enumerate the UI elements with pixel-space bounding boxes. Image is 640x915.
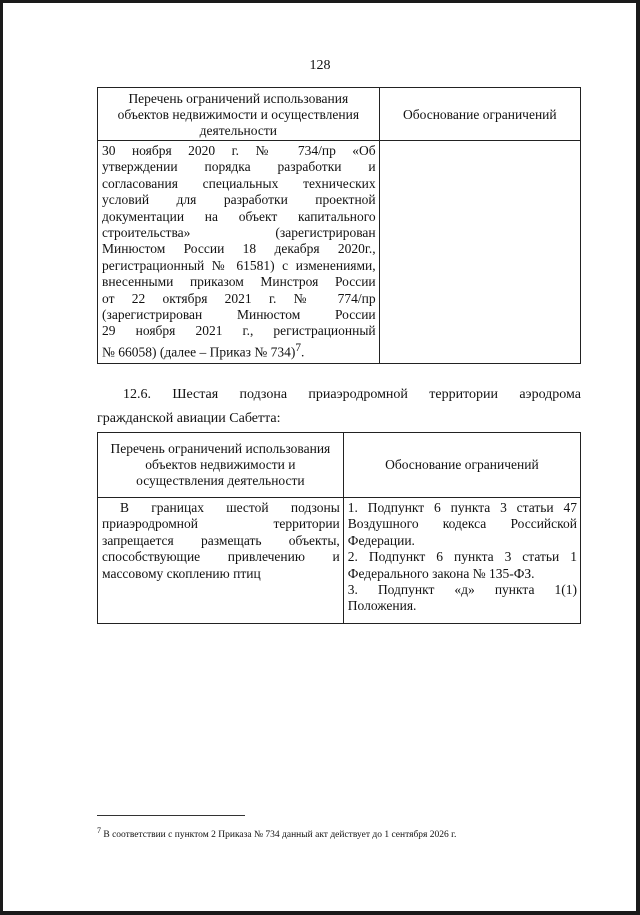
scan-border-left: [0, 0, 3, 915]
header-restrictions-list: Перечень ограничений использования объектов недвижимости и осуществления деятельности: [98, 433, 344, 498]
legal-basis-line: Положения.: [347, 598, 417, 614]
text-line: 30 ноября 2020 г. № 734/пр «Об: [102, 143, 376, 158]
text-line: согласования специальных технических: [102, 175, 376, 191]
legal-basis-line: 3. Подпункт «д» пункта 1(1): [347, 582, 577, 598]
legal-basis-line: 2. Подпункт 6 пункта 3 статьи 1: [347, 549, 577, 565]
text-line: В границах шестой подзоны: [120, 500, 340, 515]
sixth-subzone-table: [97, 432, 581, 624]
text-line: массовому скоплению птиц: [102, 565, 261, 581]
restrictions-table-continued: [97, 87, 581, 364]
text-line-content: № 66058) (далее – Приказ № 734): [102, 344, 296, 360]
justification-cell: [379, 141, 580, 364]
footnote-text: В соответствии с пунктом 2 Приказа № 734 данный акт действует до 1 сентября 2026 г.: [101, 830, 457, 841]
header-justification: Обоснование ограничений: [343, 433, 580, 498]
header-justification: Обоснование ограничений: [379, 88, 580, 141]
scan-border-top: [0, 0, 640, 3]
text-line: от 22 октября 2021 г. № 774/пр: [102, 290, 376, 306]
footnote-number: 7: [97, 826, 101, 835]
scan-border-bottom: [0, 911, 640, 915]
text-line: внесенными приказом Минстроя России: [102, 274, 376, 290]
header-restrictions-list: Перечень ограничений использования объектов недвижимости и осуществления деятельности: [98, 88, 380, 141]
text-line: (зарегистрирован Минюстом России: [102, 307, 376, 323]
text-line: документации на объект капитального: [102, 208, 376, 224]
text-line: строительства» (зарегистрирован: [102, 225, 376, 241]
text-line: утверждении порядка разработки и: [102, 159, 376, 175]
legal-basis-line: Федерального закона № 135-ФЗ.: [347, 565, 535, 581]
text-line: 29 ноября 2021 г., регистрационный: [102, 323, 376, 339]
footnote-ref: 7: [295, 341, 301, 354]
table-header-row: [98, 88, 581, 141]
table-row: [98, 498, 581, 624]
legal-basis-line: Федерации.: [347, 532, 415, 548]
text-line: Минюстом России 18 декабря 2020г.,: [102, 241, 376, 257]
scan-border-right: [636, 0, 640, 915]
table-row: [98, 141, 581, 364]
text-line: приаэродромной территории: [102, 516, 340, 532]
section-12-6-heading: [97, 383, 581, 431]
restriction-cell: [98, 141, 380, 364]
section-line: гражданской авиации Сабетта:: [97, 411, 281, 426]
legal-basis-line: Воздушного кодекса Российской: [347, 516, 577, 532]
legal-basis-line: 1. Подпункт 6 пункта 3 статьи 47: [347, 500, 577, 515]
text-line: условий для разработки проектной: [102, 192, 376, 208]
page-number: 128: [309, 58, 331, 73]
footnote-separator: [97, 815, 245, 816]
table-header-row: [98, 433, 581, 498]
section-line: 12.6. Шестая подзона приаэродромной территории аэродрома: [123, 387, 581, 402]
text-line: способствующие привлечению и: [102, 549, 340, 565]
text-line-last: № 66058) (далее – Приказ № 734)$^7$.: [102, 341, 305, 360]
text-line: запрещается размещать объекты,: [102, 532, 340, 548]
justification-cell: [343, 498, 580, 624]
text-line: регистрационный № 61581) с изменениями,: [102, 257, 376, 273]
restriction-cell: [98, 498, 344, 624]
footnote: [97, 826, 456, 840]
